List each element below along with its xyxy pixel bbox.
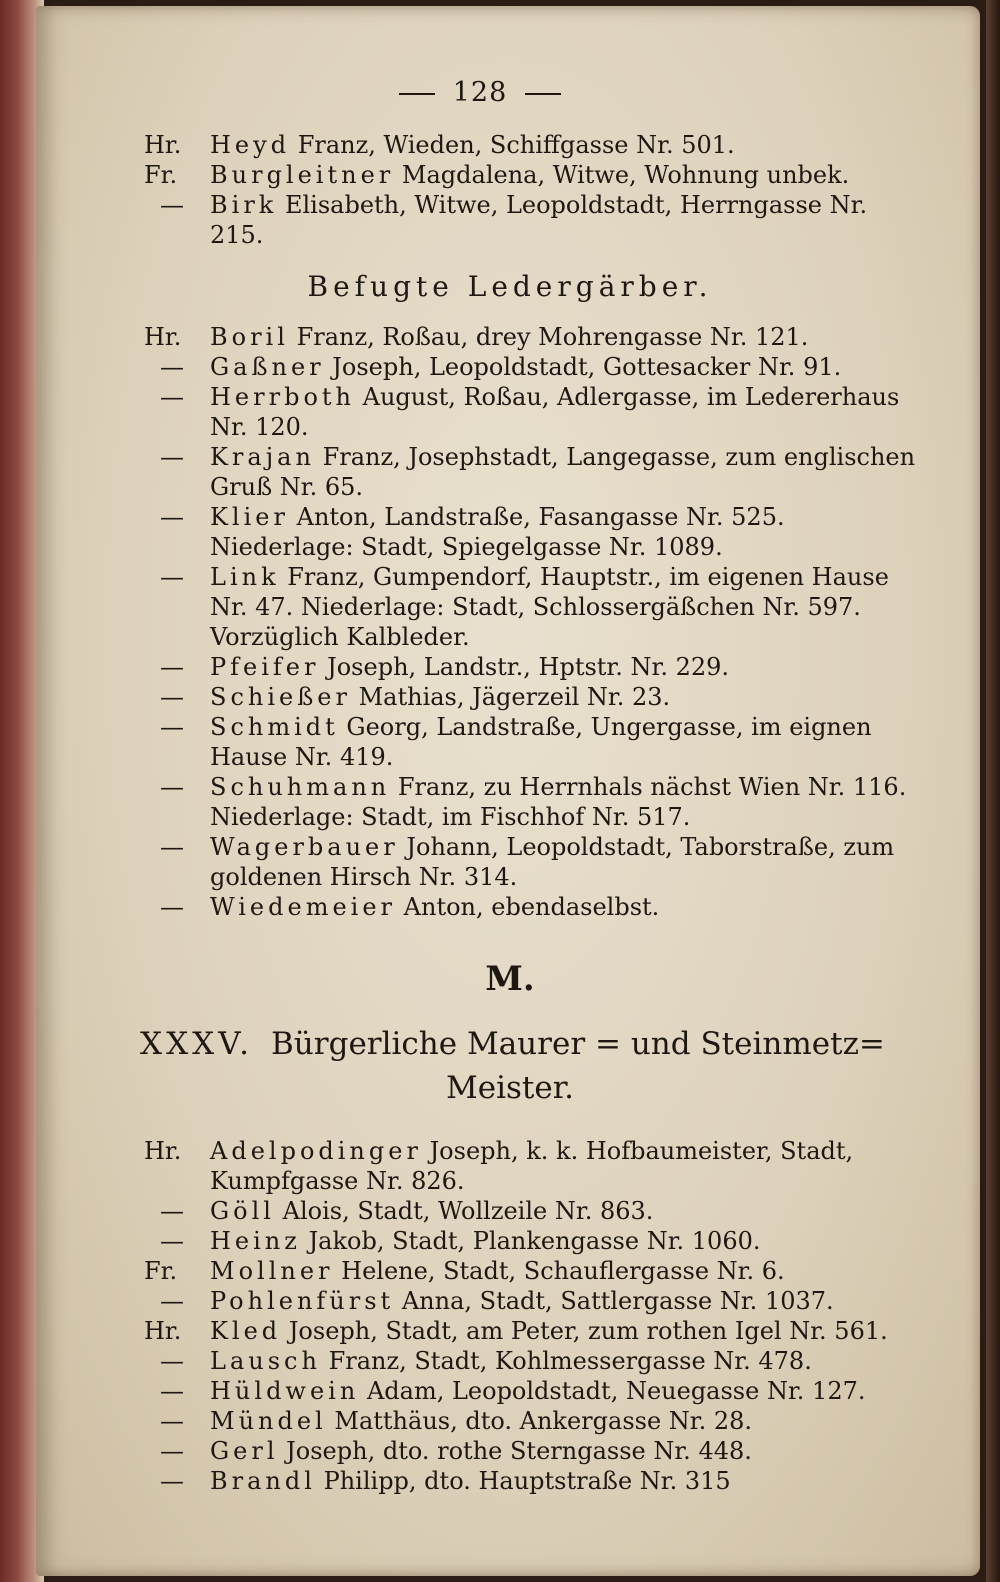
entry-name: Schuhmann: [210, 773, 391, 801]
entry-name: Gaßner: [210, 353, 325, 381]
list-item: [100, 442, 920, 502]
entry-prefix: —: [160, 1347, 184, 1375]
list-item: [100, 832, 920, 892]
entry-name: Herrboth: [210, 383, 355, 411]
entry-name: Schießer: [210, 683, 351, 711]
entry-name: Wagerbauer: [210, 833, 399, 861]
entry-name: Mollner: [210, 1257, 334, 1285]
list-item: [100, 130, 920, 160]
list-item: [100, 1196, 920, 1226]
entry-prefix: —: [160, 713, 184, 741]
entry-prefix: Hr.: [144, 323, 182, 351]
entry-prefix: Hr.: [144, 131, 182, 159]
entry-details: Elisabeth, Witwe, Leopoldstadt, Herrngasse Nr. 215.: [210, 191, 868, 249]
page-number-left-dash: [399, 93, 435, 95]
entry-list-1: [100, 130, 920, 250]
chapter-title-line1: Bürgerliche Maurer = und Steinmetz=: [271, 1026, 885, 1062]
entry-details: Joseph, Leopoldstadt, Gottesacker Nr. 91.: [332, 353, 842, 381]
list-item: [100, 712, 920, 772]
entry-prefix: —: [160, 893, 184, 921]
entry-details: Johann, Leopoldstadt, Taborstraße, zum goldenen Hirsch Nr. 314.: [210, 833, 895, 891]
entry-prefix: —: [160, 1377, 184, 1405]
entry-details: Franz, Stadt, Kohlmessergasse Nr. 478.: [328, 1347, 812, 1375]
chapter-number: XXXV.: [140, 1026, 254, 1062]
list-item: [100, 1316, 920, 1346]
entry-name: Schmidt: [210, 713, 339, 741]
chapter-heading: [100, 1022, 920, 1110]
entry-name: Kled: [210, 1317, 282, 1345]
entry-details: Alois, Stadt, Wollzeile Nr. 863.: [282, 1197, 654, 1225]
list-item: [100, 1376, 920, 1406]
section-title: Befugte Ledergärber.: [307, 270, 713, 303]
entry-prefix: Hr.: [144, 1317, 182, 1345]
page-number: [40, 78, 920, 108]
entry-details: Anton, Landstraße, Fasangasse Nr. 525. Niederlage: Stadt, Spiegelgasse Nr. 1089.: [210, 503, 785, 561]
list-item: [100, 382, 920, 442]
entry-prefix: Fr.: [144, 161, 178, 189]
entry-details: Georg, Landstraße, Ungergasse, im eignen Hause Nr. 419.: [210, 713, 872, 771]
entry-prefix: —: [160, 1437, 184, 1465]
entry-prefix: —: [160, 773, 184, 801]
entry-prefix: —: [160, 653, 184, 681]
entry-name: Göll: [210, 1197, 275, 1225]
entry-name: Wiedemeier: [210, 893, 397, 921]
page-number-right-dash: [525, 93, 561, 95]
entry-name: Link: [210, 563, 280, 591]
page-number-text: 128: [452, 77, 508, 108]
entry-name: Boril: [210, 323, 289, 351]
entry-details: Mathias, Jägerzeil Nr. 23.: [358, 683, 671, 711]
list-item: [100, 352, 920, 382]
list-item: [100, 652, 920, 682]
list-item: [100, 1406, 920, 1436]
entry-name: Pohlenfürst: [210, 1287, 395, 1315]
entry-prefix: —: [160, 191, 184, 219]
entry-prefix: —: [160, 443, 184, 471]
entry-details: Philipp, dto. Hauptstraße Nr. 315: [323, 1467, 731, 1495]
entry-prefix: —: [160, 503, 184, 531]
entry-name: Brandl: [210, 1467, 316, 1495]
page-content: [100, 78, 920, 1496]
entry-name: Pfeifer: [210, 653, 320, 681]
list-item: [100, 322, 920, 352]
entry-details: Franz, Roßau, drey Mohrengasse Nr. 121.: [296, 323, 809, 351]
entry-name: Lausch: [210, 1347, 321, 1375]
entry-details: Joseph, Landstr., Hptstr. Nr. 229.: [327, 653, 730, 681]
list-item: [100, 1346, 920, 1376]
list-item: [100, 1136, 920, 1196]
entry-name: Klier: [210, 503, 289, 531]
list-item: [100, 682, 920, 712]
entry-name: Adelpodinger: [210, 1137, 422, 1165]
entry-details: Joseph, k. k. Hofbaumeister, Stadt, Kumpfgasse Nr. 826.: [210, 1137, 854, 1195]
entry-prefix: —: [160, 1197, 184, 1225]
chapter-title-line2: Meister.: [446, 1070, 574, 1106]
list-item: [100, 1436, 920, 1466]
entry-details: Franz, Gumpendorf, Hauptstr., im eigenen Hause Nr. 47. Niederlage: Stadt, Schlossergäßchen Nr. 597. Vorzüglich Kalbleder.: [210, 563, 889, 651]
entry-name: Hüldwein: [210, 1377, 360, 1405]
entry-prefix: Fr.: [144, 1257, 178, 1285]
entry-details: Anton, ebendaselbst.: [403, 893, 660, 921]
entry-prefix: —: [160, 1407, 184, 1435]
entry-list-3: [100, 1136, 920, 1496]
entry-details: Franz, zu Herrnhals nächst Wien Nr. 116. Niederlage: Stadt, im Fischhof Nr. 517.: [210, 773, 907, 831]
list-item: [100, 1286, 920, 1316]
page-right-shadow: [986, 0, 1000, 1582]
entry-details: Magdalena, Witwe, Wohnung unbek.: [401, 161, 850, 189]
list-item: [100, 1256, 920, 1286]
entry-details: Jakob, Stadt, Plankengasse Nr. 1060.: [308, 1227, 761, 1255]
entry-name: Krajan: [210, 443, 315, 471]
entry-name: Birk: [210, 191, 278, 219]
entry-details: Joseph, dto. rothe Sterngasse Nr. 448.: [286, 1437, 752, 1465]
entry-prefix: —: [160, 563, 184, 591]
list-item: [100, 1466, 920, 1496]
entry-prefix: Hr.: [144, 1137, 182, 1165]
entry-prefix: —: [160, 833, 184, 861]
list-item: [100, 892, 920, 922]
entry-details: August, Roßau, Adlergasse, im Ledererhaus Nr. 120.: [210, 383, 900, 441]
entry-details: Anna, Stadt, Sattlergasse Nr. 1037.: [401, 1287, 834, 1315]
entry-details: Matthäus, dto. Ankergasse Nr. 28.: [334, 1407, 753, 1435]
entry-details: Joseph, Stadt, am Peter, zum rothen Igel Nr. 561.: [288, 1317, 888, 1345]
list-item: [100, 160, 920, 190]
list-item: [100, 1226, 920, 1256]
entry-prefix: —: [160, 1227, 184, 1255]
entry-details: Adam, Leopoldstadt, Neuegasse Nr. 127.: [366, 1377, 866, 1405]
entry-prefix: —: [160, 1467, 184, 1495]
entry-name: Burgleitner: [210, 161, 395, 189]
entry-name: Mündel: [210, 1407, 327, 1435]
entry-prefix: —: [160, 1287, 184, 1315]
entry-details: Franz, Wieden, Schiffgasse Nr. 501.: [297, 131, 735, 159]
list-item: [100, 562, 920, 652]
entry-prefix: —: [160, 353, 184, 381]
list-item: [100, 190, 920, 250]
entry-details: Helene, Stadt, Schauflergasse Nr. 6.: [341, 1257, 785, 1285]
entry-prefix: —: [160, 383, 184, 411]
entry-name: Gerl: [210, 1437, 279, 1465]
list-item: [100, 502, 920, 562]
letter-heading: M.: [485, 959, 535, 999]
entry-prefix: —: [160, 683, 184, 711]
entry-list-2: [100, 322, 920, 922]
entry-name: Heinz: [210, 1227, 301, 1255]
entry-name: Heyd: [210, 131, 291, 159]
entry-details: Franz, Josephstadt, Langegasse, zum englischen Gruß Nr. 65.: [210, 443, 916, 501]
list-item: [100, 772, 920, 832]
